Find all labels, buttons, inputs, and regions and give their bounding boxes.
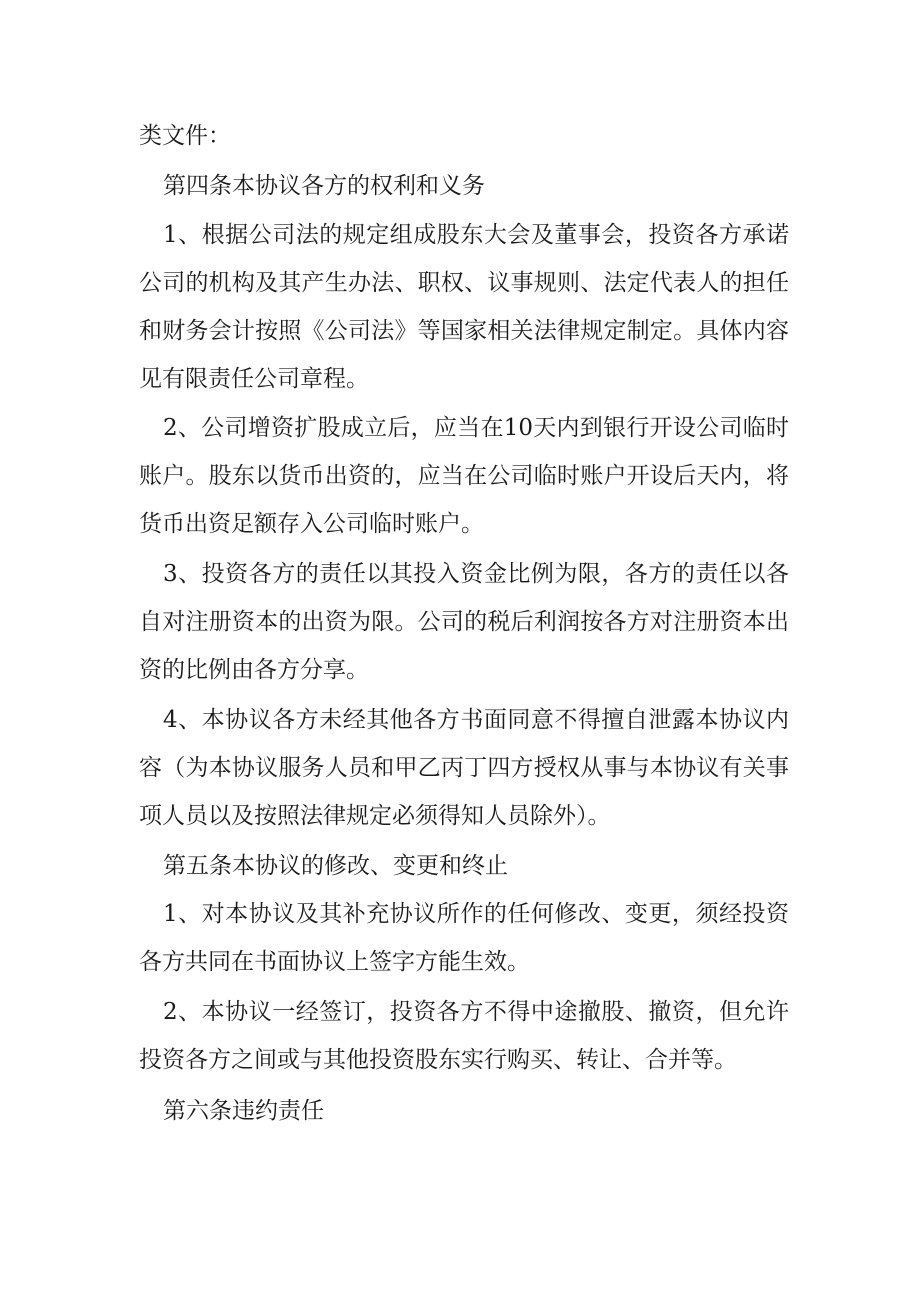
article-4-clause-2-line-3: 货币出资足额存入公司临时账户。: [139, 511, 484, 537]
article-4-clause-4-line-3: 项人员以及按照法律规定必须得知人员除外）。: [139, 803, 611, 829]
article-5-clause-1-line-2: 各方共同在书面协议上签字方能生效。: [139, 949, 530, 975]
article-4-clause-1-line-2: 公司的机构及其产生办法、职权、议事规则、法定代表人的担任: [139, 270, 789, 296]
article-5-clause-2-line-1: 2、本协议一经签订，投资各方不得中途撤股、撤资，但允许: [163, 999, 789, 1025]
article-4-clause-2-line-1: 2、公司增资扩股成立后，应当在10天内到银行开设公司临时: [163, 415, 789, 441]
article-4-clause-3-line-2: 自对注册资本的出资为限。公司的税后利润按各方对注册资本出: [139, 609, 789, 635]
article-4-clause-4-line-2: 容（为本协议服务人员和甲乙丙丁四方授权从事与本协议有关事: [139, 755, 789, 781]
article-4-clause-3-line-3: 资的比例由各方分享。: [139, 657, 369, 683]
article-4-clause-1-line-1: 1、根据公司法的规定组成股东大会及董事会，投资各方承诺: [163, 222, 789, 248]
article-6-heading: 第六条违约责任: [163, 1098, 324, 1124]
article-5-heading: 第五条本协议的修改、变更和终止: [163, 853, 508, 879]
article-4-clause-3-line-1: 3、投资各方的责任以其投入资金比例为限，各方的责任以各: [163, 561, 789, 587]
article-4-clause-4-line-1: 4、本协议各方未经其他各方书面同意不得擅自泄露本协议内: [163, 707, 789, 733]
article-4-clause-2-line-2: 账户。股东以货币出资的，应当在公司临时账户开设后天内，将: [139, 463, 789, 489]
text-line-continuation: 类文件：: [139, 123, 231, 149]
article-4-clause-1-line-4: 见有限责任公司章程。: [139, 366, 369, 392]
article-5-clause-2-line-2: 投资各方之间或与其他投资股东实行购买、转让、合并等。: [139, 1047, 737, 1073]
article-4-heading: 第四条本协议各方的权利和义务: [163, 173, 485, 199]
article-5-clause-1-line-1: 1、对本协议及其补充协议所作的任何修改、变更，须经投资: [163, 901, 789, 927]
article-4-clause-1-line-3: 和财务会计按照《公司法》等国家相关法律规定制定。具体内容: [139, 318, 789, 344]
